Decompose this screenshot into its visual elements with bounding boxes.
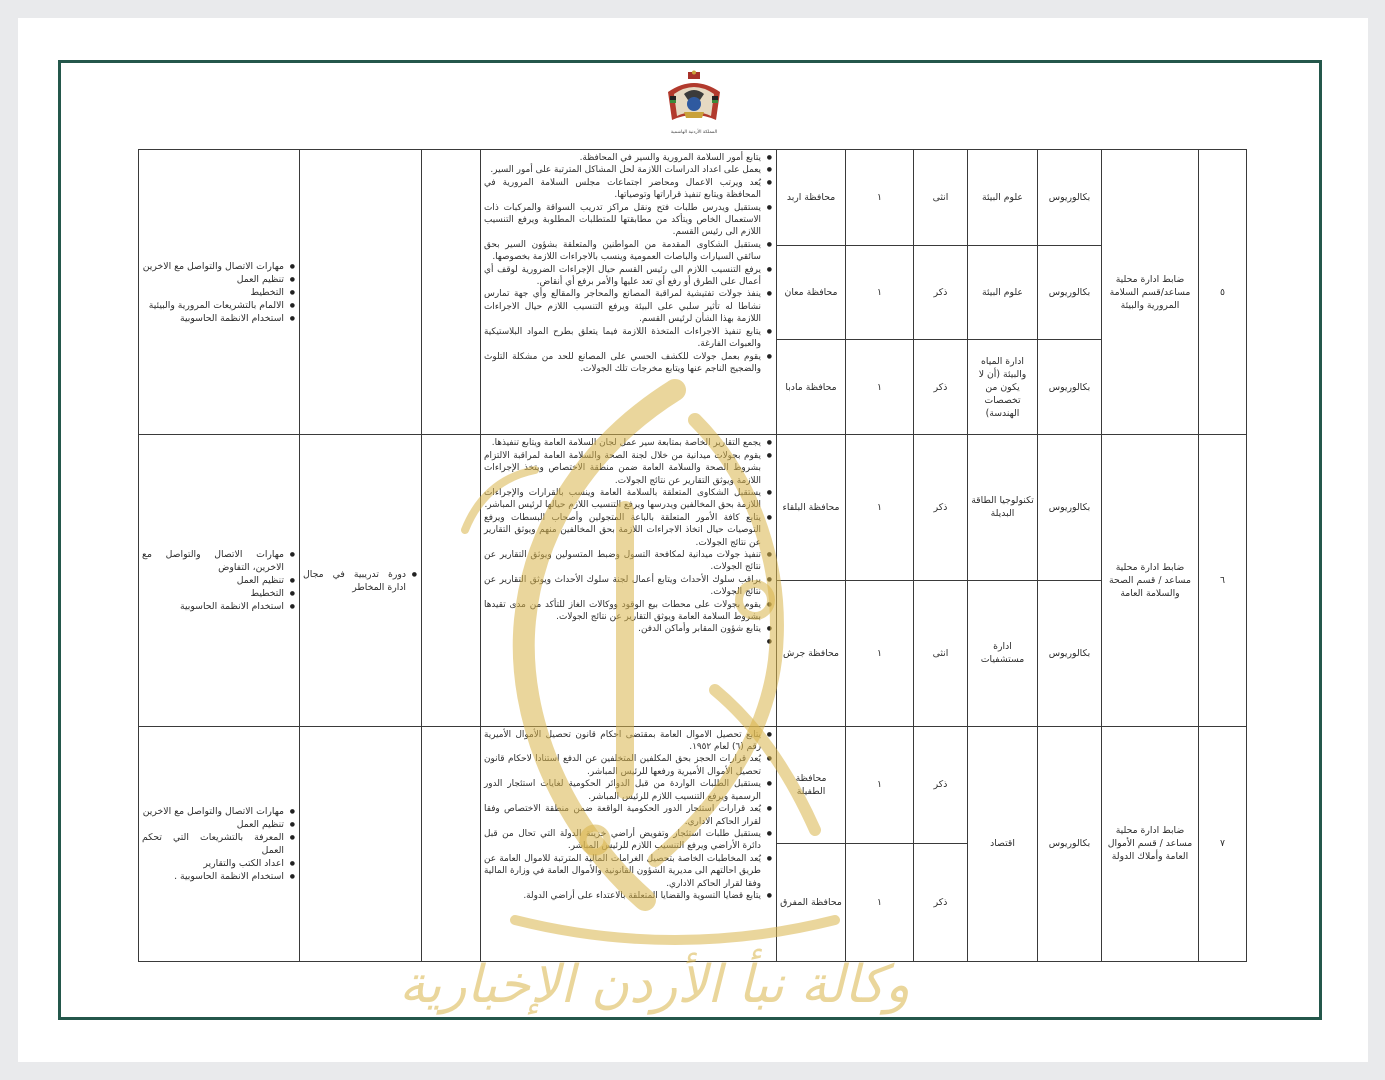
specialty-cell: علوم البيئة <box>968 246 1038 340</box>
duty-item: ● يتابع أمور السلامة المرورية والسير في المحافظة. <box>484 152 761 164</box>
skill-item: ● استخدام الانظمة الحاسوبية <box>142 600 284 613</box>
duty-item: ● يرفع التنسيب اللازم الى رئيس القسم حيال الإجراءات الضرورية لوقف أي أعمال على الطرق أو رفع أي تعد عليها والأمر برفع أي أنقاض. <box>484 264 761 289</box>
skill-item: ● تنظيم العمل <box>142 574 284 587</box>
count-cell: ١ <box>846 726 914 843</box>
count-cell: ١ <box>846 150 914 246</box>
emblem-caption: المملكة الأردنية الهاشمية <box>670 130 718 135</box>
training-list <box>303 568 418 594</box>
skill-item: ● التخطيط <box>142 286 284 299</box>
count-cell: ١ <box>846 843 914 961</box>
specialty-cell: اقتصاد <box>968 726 1038 961</box>
location-cell: محافظة الطفيلة <box>777 726 846 843</box>
skills-cell <box>139 150 300 435</box>
coat-of-arms-emblem <box>655 70 733 142</box>
skills-cell <box>139 726 300 961</box>
table-row <box>139 726 1247 843</box>
degree-cell: بكالوريوس <box>1038 150 1102 246</box>
duties-cell <box>481 150 777 435</box>
duty-item: ● يستقبل الشكاوى المقدمة من المواطنين والمتعلقة بشؤون السير بحق سائقي السيارات والباصات العمومية وينسب بالاجراءات اللازمة بخصوصها. <box>484 239 761 264</box>
location-cell: محافظة مادبا <box>777 340 846 435</box>
duties-list <box>484 729 773 903</box>
location-cell: محافظة جرش <box>777 580 846 726</box>
emblem-icon <box>662 70 726 126</box>
degree-cell: بكالوريوس <box>1038 726 1102 961</box>
duty-item: ● يقوم بجولات ميدانية من خلال لجنة الصحة والسلامة العامة لمراقبة الالتزام بشروط الصحة والسلامة العامة ضمن منطقة الاختصاص ويتخذ الإجراءات اللازمة ويوثق التقارير عن نتائج الجولات. <box>484 450 761 487</box>
duty-item: ● يُعد قرارات الحجز بحق المكلفين المتخلفين عن الدفع استنادا لاحكام قانون تحصيل الأموال الأميرية ورفعها للرئيس المباشر. <box>484 753 761 778</box>
degree-cell: بكالوريوس <box>1038 246 1102 340</box>
skill-item: ● الالمام بالتشريعات المرورية والبيئية <box>142 299 284 312</box>
row-number: ٧ <box>1199 726 1247 961</box>
skill-item: ● مهارات الاتصال والتواصل مع الاخرين، التفاوض <box>142 548 284 574</box>
job-title: ضابط ادارة محلية مساعد / قسم الصحة والسلامة العامة <box>1102 435 1199 726</box>
gender-cell: ذكر <box>914 726 968 843</box>
duty-item: ● يتابع كافة الأمور المتعلقة بالباعة المتجولين وأصحاب البسطات ويرفع التوصيات حيال اتخاذ الاجراءات اللازمة بحق المخالفين منهم ويوثق التقارير عن نتائج الجولات. <box>484 512 761 549</box>
table-row <box>139 150 1247 246</box>
skill-item: ● مهارات الاتصال والتواصل مع الاخرين <box>142 805 284 818</box>
skill-item: ● تنظيم العمل <box>142 273 284 286</box>
gender-cell: ذكر <box>914 435 968 580</box>
specialty-cell: تكنولوجيا الطاقة البديلة <box>968 435 1038 580</box>
skill-item: ● مهارات الاتصال والتواصل مع الاخرين <box>142 260 284 273</box>
blank-cell <box>422 435 481 726</box>
skill-item: ● استخدام الانظمة الحاسوبية <box>142 312 284 325</box>
skills-list <box>142 548 296 613</box>
count-cell: ١ <box>846 580 914 726</box>
duty-item: ● يستقبل الشكاوى المتعلقة بالسلامة العامة وينسب بالقرارات والإجراءات اللازمة بحق المخالفين ويدرسها ويرفع التنسيب اللازم حيالها لرئيس المباشر. <box>484 487 761 512</box>
job-title: ضابط ادارة محلية مساعد/قسم السلامة المرورية والبيئة <box>1102 150 1199 435</box>
job-title: ضابط ادارة محلية مساعد / قسم الأموال العامة وأملاك الدولة <box>1102 726 1199 961</box>
degree-cell: بكالوريوس <box>1038 580 1102 726</box>
watermark-text: وكالة نبأ الأردن الإخبارية <box>399 955 910 1015</box>
skill-item: ● تنظيم العمل <box>142 818 284 831</box>
duty-item: ● يتابع شؤون المقابر وأماكن الدفن. <box>484 623 761 635</box>
row-number: ٥ <box>1199 150 1247 435</box>
location-cell: محافظة البلقاء <box>777 435 846 580</box>
skill-item: ● اعداد الكتب والتقارير <box>142 857 284 870</box>
skills-list <box>142 260 296 325</box>
row-number: ٦ <box>1199 435 1247 726</box>
degree-cell: بكالوريوس <box>1038 435 1102 580</box>
blank-cell <box>422 150 481 435</box>
specialty-cell: ادارة المياه والبيئة (أن لا يكون من تخصصات الهندسة) <box>968 340 1038 435</box>
skill-item: ● المعرفة بالتشريعات التي تحكم العمل <box>142 831 284 857</box>
count-cell: ١ <box>846 246 914 340</box>
duty-item: ● يقوم بعمل جولات للكشف الحسي على المصانع للحد من مشكلة التلوث والضجيج الناجم عنها ويتابع مخرجات تلك الجولات. <box>484 351 761 376</box>
count-cell: ١ <box>846 340 914 435</box>
location-cell: محافظة المفرق <box>777 843 846 961</box>
duty-item: ● ينفذ جولات تفتيشية لمراقبة المصانع والمحاجر والمقالع وأي جهة تمارس نشاطا له تأثير سلبي على البيئة ويرفع التنسيب اللازم حيال الاجراءات اللازمة بهذا الشأن لرئيس القسم. <box>484 288 761 325</box>
duty-item: ● يستقبل ويدرس طلبات فتح ونقل مراكز تدريب السواقة والمركبات ذات الاستعمال الخاص ويتأكد من مطابقتها للمتطلبات المطلوبة ويرفع التنسيب اللازم الى رئيس القسم. <box>484 202 761 239</box>
duty-item: ● يستقبل الطلبات الواردة من قبل الدوائر الحكومية لغايات استئجار الدور الرسمية ويرفع التنسيب اللازم للرئيس المباشر. <box>484 778 761 803</box>
duty-item: ● يراقب سلوك الأحداث ويتابع أعمال لجنة سلوك الأحداث ويوثق التقارير عن نتائج الجولات. <box>484 574 761 599</box>
location-cell: محافظة اربد <box>777 150 846 246</box>
gender-cell: انثى <box>914 580 968 726</box>
specialty-cell: ادارة مستشفيات <box>968 580 1038 726</box>
training-item: ● دورة تدريبية في مجال ادارة المخاطر <box>303 568 406 594</box>
gender-cell: ذكر <box>914 340 968 435</box>
duty-item: ● يستقبل طلبات استئجار وتفويض أراضي خزينة الدولة التي تحال من قبل دائرة الأراضي ويرفع التنسيب اللازم للرئيس المباشر. <box>484 828 761 853</box>
training-cell <box>300 726 422 961</box>
blank-cell <box>422 726 481 961</box>
duties-list <box>484 152 773 375</box>
jobs-table <box>138 149 1247 962</box>
duties-cell <box>481 726 777 961</box>
training-cell <box>300 435 422 726</box>
duty-item: ● يقوم بجولات على محطات بيع الوقود ووكالات الغاز للتأكد من مدى تقيدها بشروط السلامة العامة ويوثق التقارير عن نتائج الجولات. <box>484 599 761 624</box>
duty-item: ● يجمع التقارير الخاصة بمتابعة سير عمل لجان السلامة العامة ويتابع تنفيذها. <box>484 437 761 449</box>
skill-item: ● التخطيط <box>142 587 284 600</box>
duty-item: ● يتابع تحصيل الاموال العامة بمقتضى احكام قانون تحصيل الأموال الأميرية رقم (٦) لعام ١٩٥٢. <box>484 729 761 754</box>
duty-item: ● يتابع تنفيذ الاجراءات المتخذة اللازمة فيما يتعلق بطرح المواد البلاستيكية والعبوات الفارغة. <box>484 326 761 351</box>
training-cell <box>300 150 422 435</box>
duty-item: ● يعمل على اعداد الدراسات اللازمة لحل المشاكل المترتبة على أمور السير. <box>484 164 761 176</box>
duty-item: ● يتابع قضايا التسوية والقضايا المتعلقة بالاعتداء على أراضي الدولة. <box>484 890 761 902</box>
duty-item: ● يُعد قرارات استئجار الدور الحكومية الواقعة ضمن منطقة الاختصاص وفقا لقرار الحاكم الاداري. <box>484 803 761 828</box>
skills-cell <box>139 435 300 726</box>
duty-item: ● يُعد ويرتب الاعمال ومحاضر اجتماعات مجلس السلامة المرورية في المحافظة ويتابع تنفيذ قراراتها وتوصياتها. <box>484 177 761 202</box>
duty-item: ● تنفيذ جولات ميدانية لمكافحة التسول وضبط المتسولين ويوثق التقارير عن نتائج الجولات. <box>484 549 761 574</box>
duties-cell <box>481 435 777 726</box>
location-cell: محافظة معان <box>777 246 846 340</box>
duty-item: ● يُعد المخاطبات الخاصة بتحصيل الغرامات المالية المترتبة للاموال العامة عن طريق احالتهم الى مديرية الشؤون القانونية والأموال العامة في وزارة المالية وفقا لقرار الحاكم الاداري. <box>484 853 761 890</box>
specialty-cell: علوم البيئة <box>968 150 1038 246</box>
gender-cell: انثى <box>914 150 968 246</box>
degree-cell: بكالوريوس <box>1038 340 1102 435</box>
skills-list <box>142 805 296 883</box>
duties-list <box>484 437 773 636</box>
skill-item: ● استخدام الانظمة الحاسوبية . <box>142 870 284 883</box>
gender-cell: ذكر <box>914 246 968 340</box>
gender-cell: ذكر <box>914 843 968 961</box>
table-row <box>139 435 1247 580</box>
count-cell: ١ <box>846 435 914 580</box>
